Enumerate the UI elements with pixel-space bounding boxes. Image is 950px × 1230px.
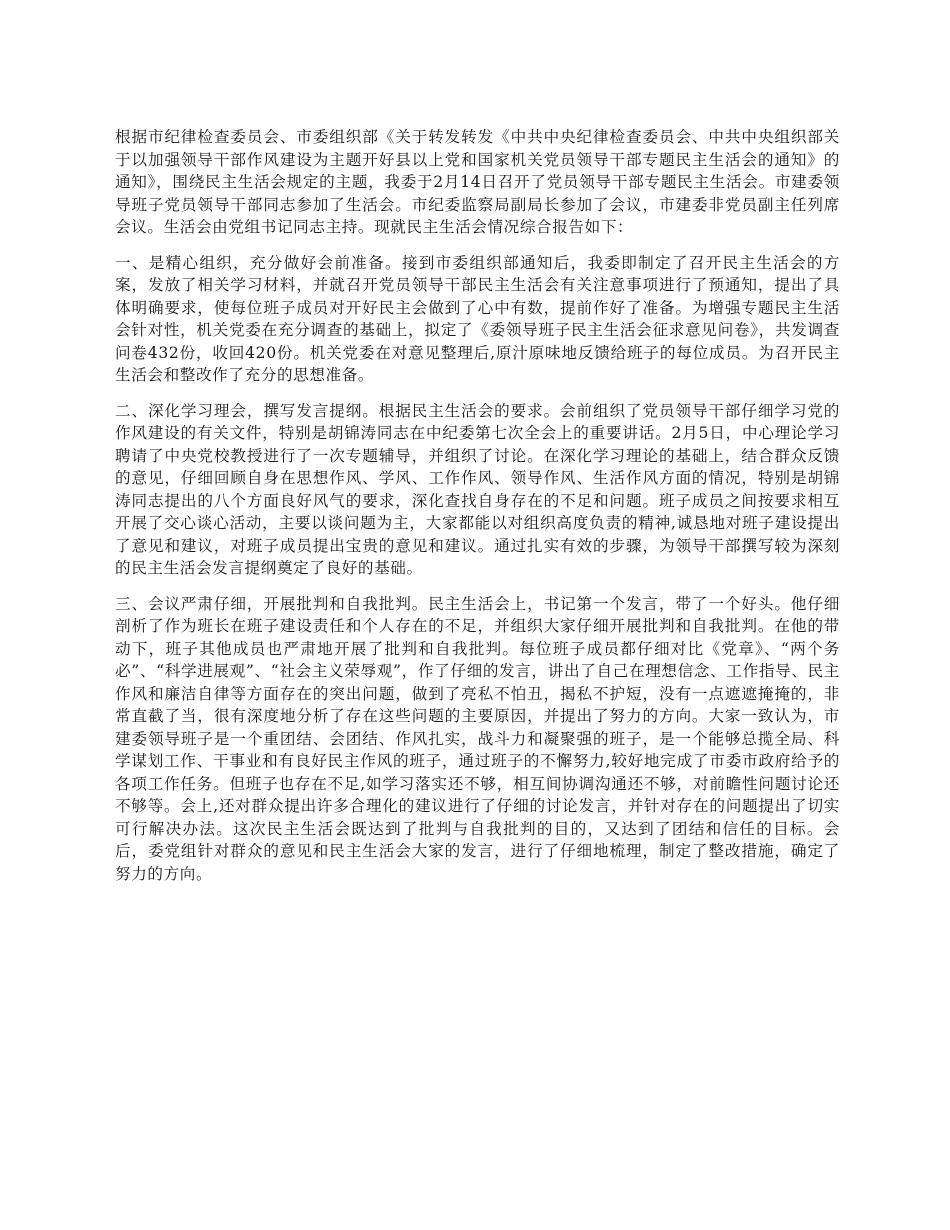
paragraph-section-3: 三、会议严肃仔细，开展批判和自我批判。民主生活会上，书记第一个发言，带了一个好头。他仔细剖析了作为班长在班子建设责任和个人存在的不足，并组织大家仔细开展批判和自我批判。在他的带动下，班子其他成员也严肃地开展了批判和自我批判。每位班子成员都仔细对比《党章》、“两个务必”、“科学进展观”、“社会主义荣辱观”，作了仔细的发言，讲出了自己在理想信念、工作指导、民主作风和廉洁自律等方面存在的突出问题，做到了亮私不怕丑，揭私不护短，没有一点遮遮掩掩的，非常直截了当，很有深度地分析了存在这些问题的主要原因，并提出了努力的方向。大家一致认为，市建委领导班子是一个重团结、会团结、作风扎实，战斗力和凝聚强的班子，是一个能够总揽全局、科学谋划工作、干事业和有良好民主作风的班子，通过班子的不懈努力,较好地完成了市委市政府给予的各项工作任务。但班子也存在不足,如学习落实还不够，相互间协调沟通还不够，对前瞻性问题讨论还不够等。会上,还对群众提出许多合理化的建议进行了仔细的讨论发言，并针对存在的问题提出了切实可行解决办法。这次民主生活会既达到了批判与自我批判的目的，又达到了团结和信任的目标。会后，委党组针对群众的意见和民主生活会大家的发言，进行了仔细地梳理，制定了整改措施，确定了努力的方向。 xyxy=(115,594,840,883)
paragraph-intro: 根据市纪律检查委员会、市委组织部《关于转发转发《中共中央纪律检查委员会、中共中央组织部关于以加强领导干部作风建设为主题开好县以上党和国家机关党员领导干部专题民主生活会的通知》的通知》，围绕民主生活会规定的主题，我委于2月14日召开了党员领导干部专题民主生活会。市建委领导班子党员领导干部同志参加了生活会。市纪委监察局副局长参加了会议，市建委非党员副主任列席会议。生活会由党组书记同志主持。现就民主生活会情况综合报告如下： xyxy=(115,128,840,236)
paragraph-section-2: 二、深化学习理会，撰写发言提纲。根据民主生活会的要求。会前组织了党员领导干部仔细学习党的作风建设的有关文件，特别是胡锦涛同志在中纪委第七次全会上的重要讲话。2月5日，中心理论学习聘请了中央党校教授进行了一次专题辅导，并组织了讨论。在深化学习理论的基础上，结合群众反馈的意见，仔细回顾自身在思想作风、学风、工作作风、领导作风、生活作风方面的情况，特别是胡锦涛同志提出的八个方面良好风气的要求，深化查找自身存在的不足和问题。班子成员之间按要求相互开展了交心谈心活动，主要以谈问题为主，大家都能以对组织高度负责的精神,诚恳地对班子建设提出了意见和建议，对班子成员提出宝贵的意见和建议。通过扎实有效的步骤，为领导干部撰写较为深刻的民主生活会发言提纲奠定了良好的基础。 xyxy=(115,401,840,577)
paragraph-section-1: 一、是精心组织，充分做好会前准备。接到市委组织部通知后，我委即制定了召开民主生活会的方案，发放了相关学习材料，并就召开党员领导干部民主生活会有关注意事项进行了预通知，提出了具体明确要求，使每位班子成员对开好民主会做到了心中有数，提前作好了准备。为增强专题民主生活会针对性，机关党委在充分调查的基础上，拟定了《委领导班子民主生活会征求意见问卷》，共发调查问卷432份，收回420份。机关党委在对意见整理后,原汁原味地反馈给班子的每位成员。为召开民主生活会和整改作了充分的思想准备。 xyxy=(115,253,840,384)
document-body xyxy=(115,126,840,898)
